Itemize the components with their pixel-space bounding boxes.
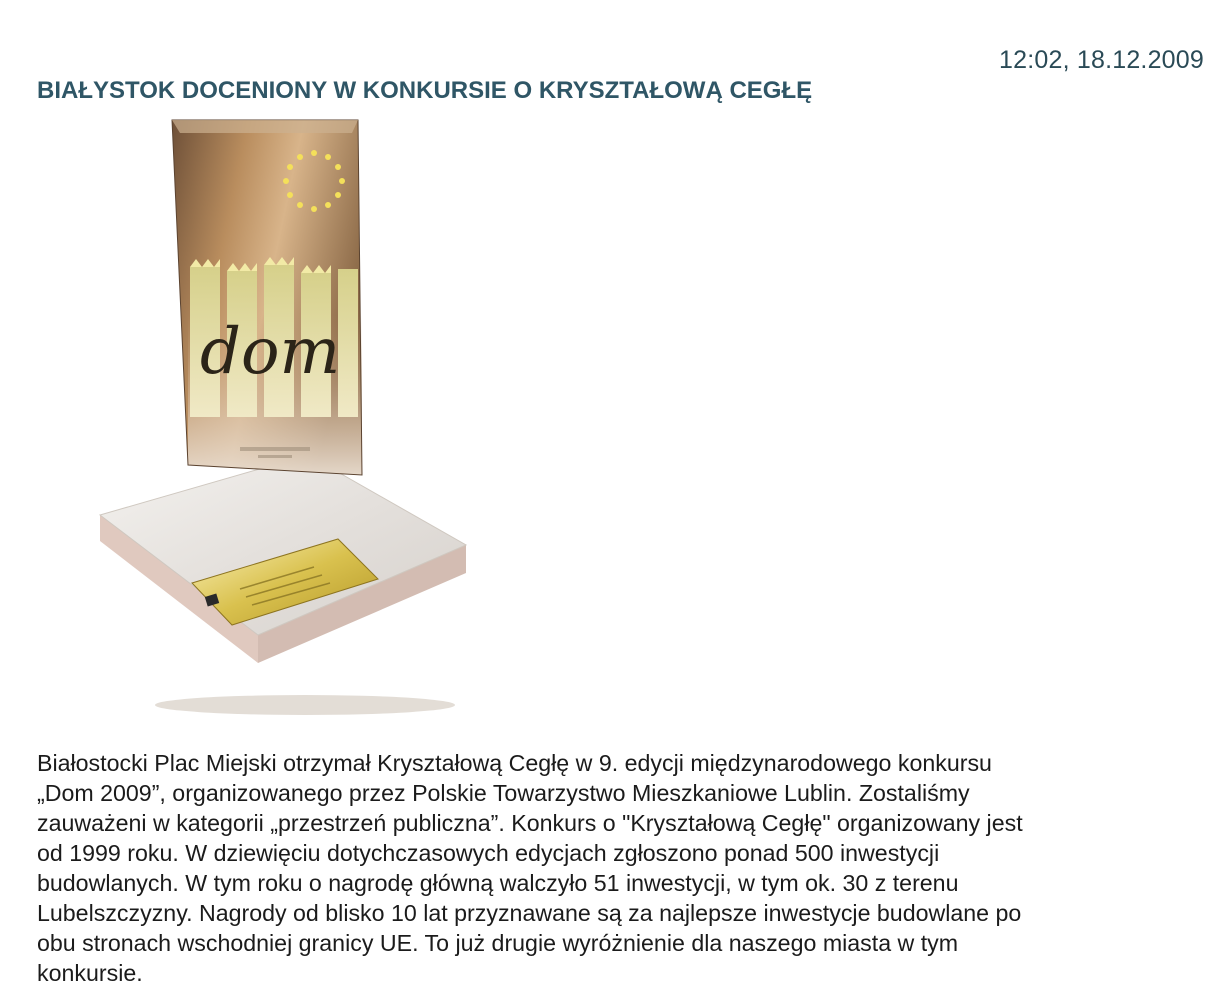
article-body-line: Lubelszczyzny. Nagrody od blisko 10 lat przyznawane są za najlepsze inwestycje budowlane po [37, 900, 1022, 926]
article-body [37, 748, 1197, 988]
trophy-photo [90, 115, 480, 720]
article-body-line: „Dom 2009”, organizowanego przez Polskie Towarzystwo Mieszkaniowe Lublin. Zostaliśmy [37, 780, 970, 806]
article-body-line: budowlanych. W tym roku o nagrodę główną walczyło 51 inwestycji, w tym ok. 30 z terenu [37, 870, 959, 896]
article-body-line: konkursie. [37, 960, 143, 986]
article-body-line: od 1999 roku. W dziewięciu dotychczasowych edycjach zgłoszono ponad 500 inwestycji [37, 840, 940, 866]
trophy-logo-text: dom [200, 315, 341, 389]
crystal-brick-trophy-icon [90, 115, 480, 720]
article-body-line: zauważeni w kategorii „przestrzeń publiczna”. Konkurs o "Kryształową Cegłę" organizowany jest [37, 810, 1023, 836]
article-headline: BIAŁYSTOK DOCENIONY W KONKURSIE O KRYSZTAŁOWĄ CEGŁĘ [37, 77, 813, 104]
timestamp: 12:02, 18.12.2009 [999, 46, 1204, 74]
article-body-line: obu stronach wschodniej granicy UE. To już drugie wyróżnienie dla naszego miasta w tym [37, 930, 959, 956]
article-body-line: Białostocki Plac Miejski otrzymał Kryształową Cegłę w 9. edycji międzynarodowego konkursu [37, 750, 992, 776]
